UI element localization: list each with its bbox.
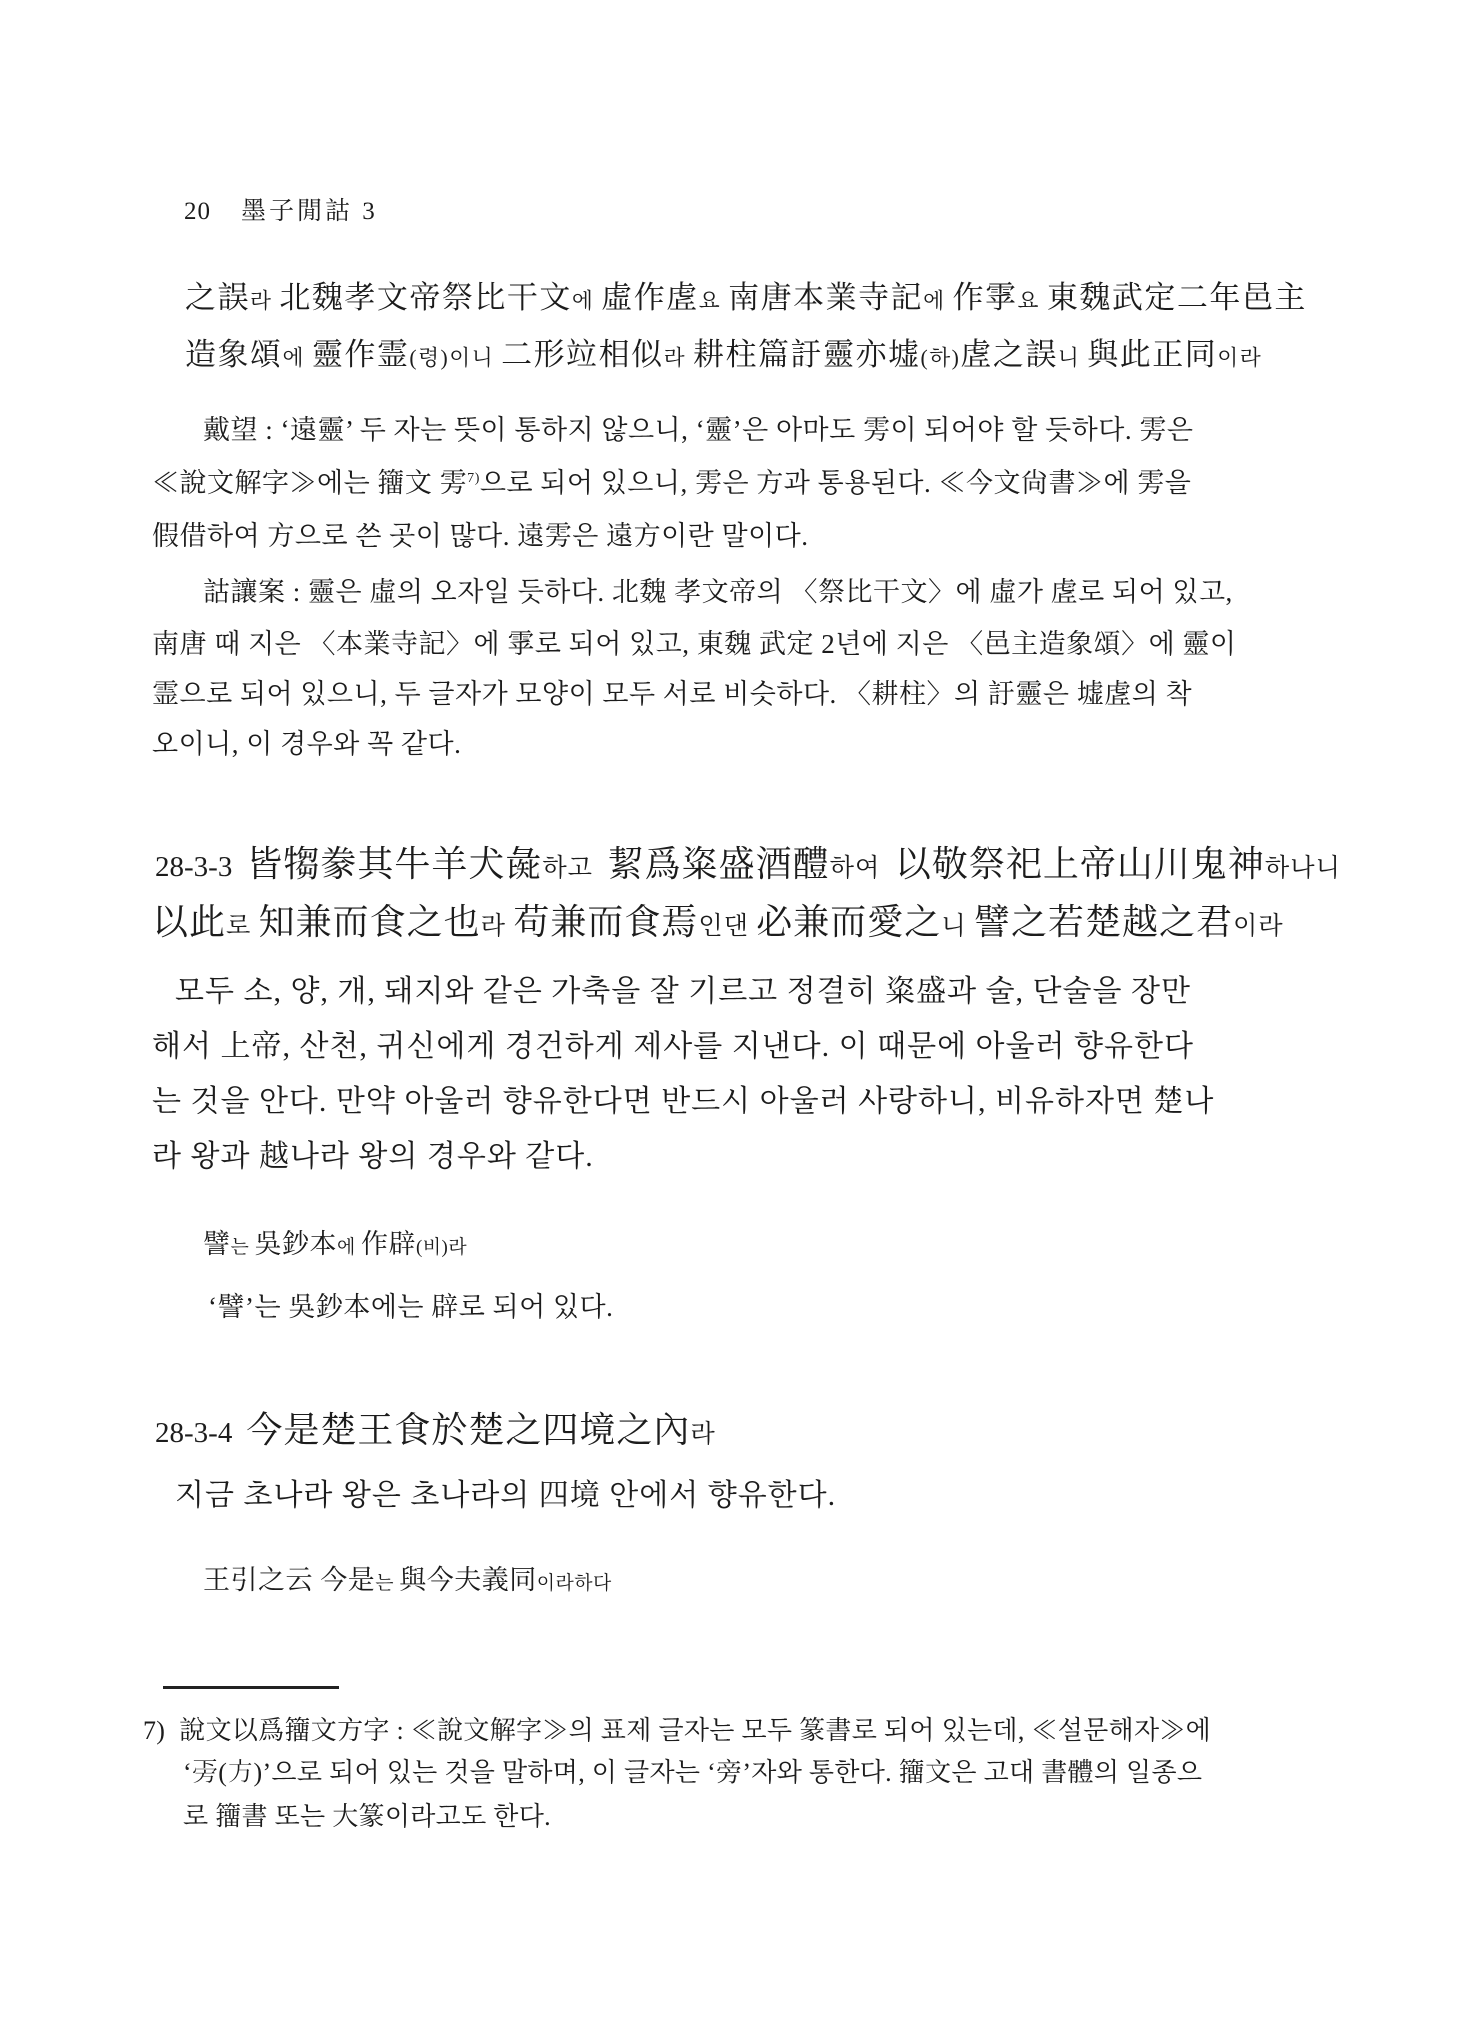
translation-line: 해서 上帝, 산천, 귀신에게 경건하게 제사를 지낸다. 이 때문에 아울러 향유한다	[152, 1030, 1194, 1063]
footnote-divider	[163, 1686, 339, 1689]
section-hanmun-text: 今是楚王食於楚之四境之內라	[246, 1410, 716, 1450]
translation-line: 모두 소, 양, 개, 돼지와 같은 가축을 잘 기르고 정결히 粢盛과 술, 단술을 장만	[175, 975, 1191, 1008]
hanmun-commentary-line: 之誤라 北魏孝文帝祭比干文에 虛作虗요 南唐本業寺記에 作雽요 東魏武定二年邑主	[185, 280, 1307, 315]
translation-line: 지금 초나라 왕은 초나라의 四境 안에서 향유한다.	[175, 1479, 837, 1512]
translation-line: 는 것을 안다. 만약 아울러 향유한다면 반드시 아울러 사랑하니, 비유하자면 楚나	[152, 1085, 1215, 1118]
footnote-line: ‘𣃟(方)’으로 되어 있는 것을 말하며, 이 글자는 ‘旁’자와 통한다. 籒文은 고대 書體의 일종으	[183, 1758, 1203, 1787]
footnote-text: 說文以爲籒文方字 : ≪說文解字≫의 표제 글자는 모두 篆書로 되어 있는데, ≪설문해자≫에	[179, 1716, 1212, 1745]
page-number: 20	[184, 198, 211, 225]
annotation-line: 오이니, 이 경우와 꼭 같다.	[152, 729, 462, 759]
variant-note-hanmun: 譬는 吳鈔本에 作辟(비)라	[203, 1229, 468, 1259]
variant-note-korean: ‘譬’는 吳鈔本에는 辟로 되어 있다.	[208, 1292, 614, 1322]
section-heading-line	[155, 836, 1341, 887]
annotation-line: 詁讓案 : 靈은 虛의 오자일 듯하다. 北魏 孝文帝의 〈祭比干文〉에 虛가 虗로 되어 있고,	[203, 577, 1233, 607]
footnote-marker: 7)	[143, 1716, 166, 1745]
footnote-line: 로 籒書 또는 大篆이라고도 한다.	[183, 1802, 551, 1831]
annotation-line: 假借하여 方으로 쓴 곳이 많다. 遠雱은 遠方이란 말이다.	[152, 521, 809, 551]
annotation-line: 南唐 때 지은 〈本業寺記〉에 雽로 되어 있고, 東魏 武定 2년에 지은 〈邑主造象頌〉에 靈이	[152, 629, 1237, 659]
annotation-line: 戴望 : ‘遠靈’ 두 자는 뜻이 통하지 않으니, ‘靈’은 아마도 雱이 되어야 할 듯하다. 雱은	[203, 415, 1194, 445]
annotation-line: 王引之云 今是는 與今夫義同이라하다	[203, 1565, 612, 1595]
page-header	[155, 163, 378, 255]
translation-line: 라 왕과 越나라 왕의 경우와 같다.	[152, 1140, 594, 1173]
annotation-line: ≪說文解字≫에는 籒文 雱$^{7)}$으로 되어 있으니, 雱은 方과 통용된다. ≪今文尙書≫에 雱을	[152, 468, 1192, 498]
section-hanmun-text: 以此로 知兼而食之也라 苟兼而食焉인댄 必兼而愛之니 譬之若楚越之君이라	[152, 902, 1284, 942]
annotation-line: 霊으로 되어 있으니, 두 글자가 모양이 모두 서로 비슷하다. 〈耕柱〉의 訏靈은 墟虗의 착	[152, 679, 1193, 709]
hanmun-commentary-line: 造象頌에 靈作霊(령)이니 二形竝相似라 耕柱篇訏靈亦墟(하)虗之誤니 與此正同이라	[185, 337, 1263, 372]
book-title: 墨子閒詁 3	[241, 198, 378, 225]
section-hanmun-text: 皆犓豢其牛羊犬彘하고 絜爲粢盛酒醴하여 以敬祭祀上帝山川鬼神하나니	[246, 844, 1341, 884]
section-heading-line	[155, 1402, 716, 1453]
footnote-line	[143, 1710, 1211, 1747]
section-number: 28-3-3	[155, 851, 233, 883]
section-number: 28-3-4	[155, 1417, 233, 1449]
